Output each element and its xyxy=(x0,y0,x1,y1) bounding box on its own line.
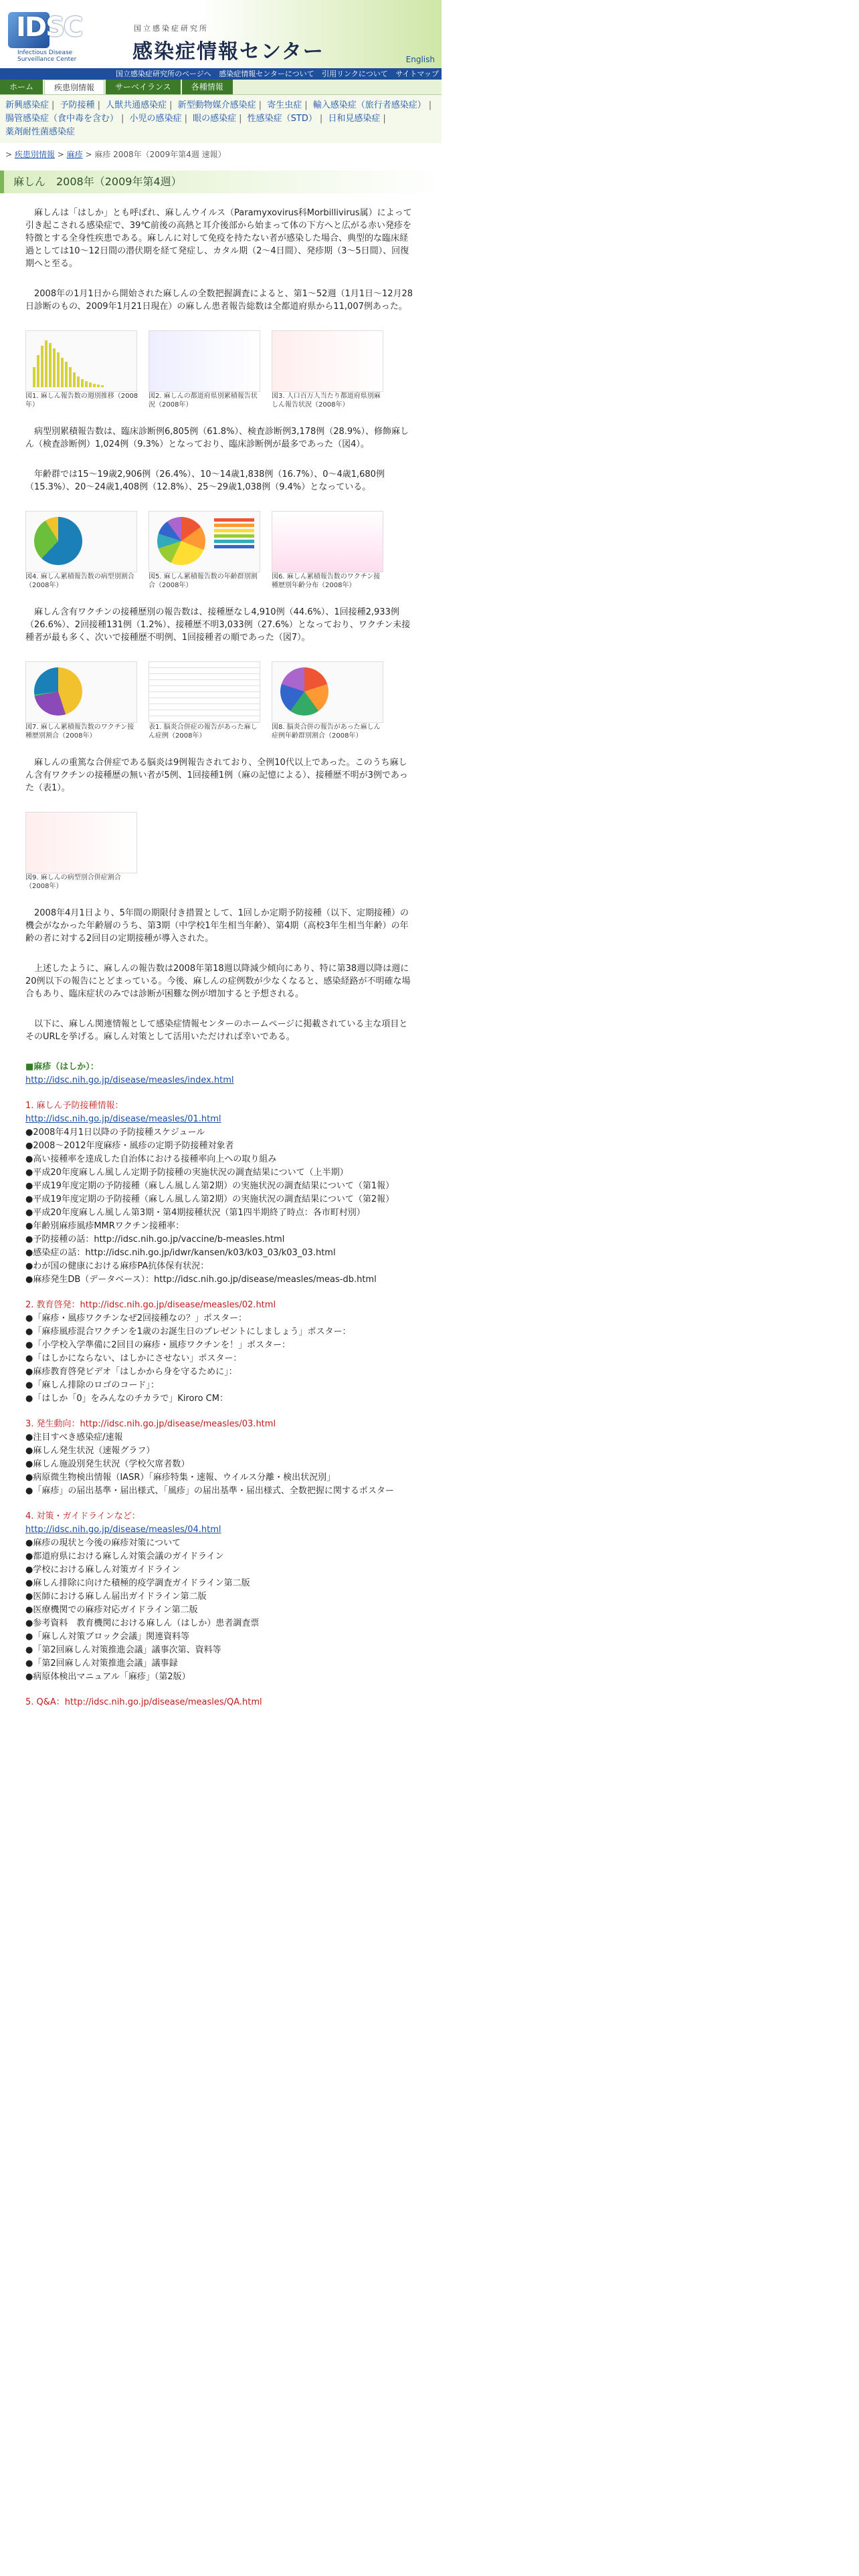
figure-caption: 図7. 麻しん累積報告数のワクチン接種歴別割合（2008年） xyxy=(25,724,134,740)
link-list-item[interactable]: ●「はしかにならない、はしかにさせない」ポスター： xyxy=(25,1354,242,1364)
figure[interactable] xyxy=(149,661,262,740)
topbar-link[interactable]: 感染症情報センターについて xyxy=(219,70,314,78)
link-list-item[interactable]: ●麻しん発生状況（速報グラフ） xyxy=(25,1446,155,1456)
link-list-item[interactable]: ●「はしか「0」をみんなのチカラで」Kiroro CM： xyxy=(25,1394,228,1404)
age-pie-thumbnail xyxy=(149,511,260,572)
paragraph: 麻しんは「はしか」とも呼ばれ、麻しんウイルス（Paramyxovirus科Morbillivirus属）によって引き起こされる感染症で、39℃前後の高熱と耳介後部から始まって体の下方へと広がる赤い発疹を特徴とする全身性疾患である。麻しんに対して免疫を持たない者が感染した場合、典型的な臨床経過としては10～12日間の潜伏期を経て発症し、カタル期（2～4日間）、発疹期（3～5日間）、回復期へと至る。 xyxy=(25,208,412,269)
weekly-bar-thumbnail xyxy=(25,330,137,392)
link-list-item[interactable]: ●都道府県における麻しん対策会議のガイドライン xyxy=(25,1551,224,1562)
breadcrumb-current: 麻疹 2008年（2009年第4週 速報） xyxy=(94,150,226,159)
link-list-item[interactable]: ●「麻疹風疹混合ワクチンを1歳のお誕生日のプレゼントにしましょう」ポスター： xyxy=(25,1327,351,1337)
figure-caption: 図3. 人口百万人当たり都道府県別麻しん報告状況（2008年） xyxy=(272,393,381,409)
breadcrumb-link[interactable]: 麻疹 xyxy=(66,150,83,159)
figure[interactable] xyxy=(25,330,139,409)
cat-link[interactable]: 新興感染症 xyxy=(5,100,50,110)
figure-caption: 図1. 麻しん報告数の週別推移（2008年） xyxy=(25,393,138,409)
figure-caption: 図2. 麻しんの都道府県別累積報告状況（2008年） xyxy=(149,393,258,409)
link-list-item[interactable]: ●麻疹教育啓発ビデオ「はしかから身を守るために」： xyxy=(25,1367,237,1377)
link-list-item[interactable]: ●平成20年度麻しん風しん第3期・第4期接種状況（第1四半期終了時点：各市町村別） xyxy=(25,1208,365,1218)
link-list-item[interactable]: ●参考資料 教育機関における麻しん（はしか）患者調査票 xyxy=(25,1618,260,1628)
link-list-item[interactable]: ●「麻しん対策ブロック会議」関連資料等 xyxy=(25,1632,190,1642)
section-heading: 4. 対策・ガイドラインなど： xyxy=(25,1511,140,1521)
figure-row xyxy=(25,330,413,409)
cat-link[interactable]: 輸入感染症（旅行者感染症） xyxy=(312,100,426,110)
cat-link[interactable]: 性感染症（STD） xyxy=(247,114,317,124)
page xyxy=(0,0,442,1709)
figure[interactable] xyxy=(272,511,385,590)
link-list-item[interactable]: ●医師における麻しん届出ガイドライン第二版 xyxy=(25,1592,207,1602)
figure[interactable] xyxy=(25,661,139,740)
figure[interactable] xyxy=(272,661,385,740)
breadcrumb: > 疾患別情報 > 麻疹 > 麻疹 2008年（2009年第4週 速報） xyxy=(5,150,226,159)
type-pie-thumbnail xyxy=(25,511,137,572)
link-list-item[interactable]: ●「第2回麻しん対策推進会議」議事録 xyxy=(25,1658,178,1669)
site-header xyxy=(0,0,442,68)
link-list-item[interactable]: ●「麻疹」の届出基準・届出様式、「風疹」の届出基準・届出様式、全数把握に関するポスター xyxy=(25,1486,394,1496)
section-heading: 1. 麻しん予防接種情報： xyxy=(25,1101,124,1111)
top-utility-bar xyxy=(0,68,442,80)
cat-link[interactable]: 小児の感染症 xyxy=(129,114,182,124)
link-list-item[interactable]: ●麻しん施設別発生状況（学校欠席者数） xyxy=(25,1459,190,1469)
cat-link[interactable]: 日和見感染症 xyxy=(328,114,381,124)
section-link[interactable]: http://idsc.nih.go.jp/disease/measles/01.html xyxy=(25,1114,221,1124)
link-list-item[interactable]: ●2008～2012年度麻疹・風疹の定期予防接種対象者 xyxy=(25,1141,234,1151)
paragraph: 麻しん含有ワクチンの接種歴別の報告数は、接種歴なし4,910例（44.6%）、1回接種2,933例（26.6%）、2回接種131例（1.2%）、接種歴不明3,033例（27.6%）となっており、ワクチン未接種者が最も多く、次いで接種歴不明例、1回接種者の順であった（図7）。 xyxy=(25,607,411,643)
tab-home[interactable]: ホーム xyxy=(0,80,43,94)
link-list-item[interactable]: ●2008年4月1日以降の予防接種スケジュール xyxy=(25,1128,205,1138)
figure-caption: 図5. 麻しん累積報告数の年齢群別割合（2008年） xyxy=(149,573,258,589)
figure-row xyxy=(25,812,413,891)
prefecture-bar-thumbnail xyxy=(149,330,260,392)
logo-subtitle: Infectious Disease Surveillance Center xyxy=(17,49,77,63)
encephalitis-pie-thumbnail xyxy=(272,661,383,723)
link-list-item[interactable]: ●病原微生物検出情報（IASR）「麻疹特集・速報、ウイルス分離・検出状況別」 xyxy=(25,1473,336,1483)
figure-caption: 図9. 麻しんの病型別合併症割合（2008年） xyxy=(25,874,121,890)
cat-link[interactable]: 新型動物媒介感染症 xyxy=(177,100,256,110)
category-nav: 新興感染症 | 予防接種 | 人獣共通感染症 | 新型動物媒介感染症 | 寄生虫症 | 輸入感染症（旅行者感染症） | 腸管感染症（食中毒を含む） | 小児の感染症 | 眼の感染症 | 性感染症（STD） | 日和見感染症 | 薬剤耐性菌感染症 xyxy=(0,95,442,143)
paragraph: 以下に、麻しん関連情報として感染症情報センターのホームページに掲載されている主な項目とそのURLを挙げる。麻しん対策として活用いただければ幸いである。 xyxy=(25,1019,408,1042)
link-list-item[interactable]: ●「第2回麻しん対策推進会議」議事次第、資料等 xyxy=(25,1645,221,1655)
link-list-item[interactable]: ●平成19年度定期の予防接種（麻しん風しん第2期）の実施状況の調査結果について（第2報） xyxy=(25,1194,395,1204)
figure-row xyxy=(25,661,413,740)
tab-surveillance[interactable]: サーベイランス xyxy=(106,80,181,94)
cat-link[interactable]: 人獣共通感染症 xyxy=(106,100,167,110)
figure-caption: 図8. 脳炎合併の報告があった麻しん症例年齢群別割合（2008年） xyxy=(272,724,381,740)
org-parent: 国立感染症研究所 xyxy=(134,24,209,33)
link-list-item[interactable]: ●高い接種率を達成した自治体における接種率向上への取り組み xyxy=(25,1154,277,1164)
figure[interactable] xyxy=(149,330,262,409)
complication-bar-thumbnail xyxy=(25,812,137,873)
cat-link[interactable]: 眼の感染症 xyxy=(193,114,237,124)
cat-link[interactable]: 予防接種 xyxy=(60,100,95,110)
figure-caption: 図4. 麻しん累積報告数の病型別割合（2008年） xyxy=(25,573,134,589)
per-million-bar-thumbnail xyxy=(272,330,383,392)
cat-link[interactable]: 寄生虫症 xyxy=(267,100,302,110)
paragraph: 上述したように、麻しんの報告数は2008年第18週以降減少傾向にあり、特に第38週以降は週に20例以下の報告にとどまっている。今後、麻しんの症例数が少なくなると、感染経路が不明確な場合もあり、臨床症状のみでは診断が困難な例が増加すると予想される。 xyxy=(25,964,411,999)
link-list-item[interactable]: ●感染症の話：http://idsc.nih.go.jp/idwr/kansen/k03/k03_03/k03_03.html xyxy=(25,1248,336,1258)
english-link[interactable]: English xyxy=(405,55,435,64)
link-list-item[interactable]: ●わが国の健康における麻疹PA抗体保有状況： xyxy=(25,1261,209,1271)
article-body xyxy=(0,193,434,1043)
link-list-item[interactable]: ●麻疹の現状と今後の麻疹対策について xyxy=(25,1538,181,1548)
tab-disease[interactable]: 疾患別情報 xyxy=(44,80,104,94)
cat-link[interactable]: 薬剤耐性菌感染症 xyxy=(5,127,76,137)
link-list-item[interactable]: ●学校における麻しん対策ガイドライン xyxy=(25,1565,181,1575)
figure-caption: 表1. 脳炎合併症の報告があった麻しん症例（2008年） xyxy=(149,724,258,740)
logo-text: IDSC xyxy=(16,12,82,43)
link-list-item[interactable]: ●「麻しん排除のロゴのコード」： xyxy=(25,1380,159,1390)
page-title: 麻しん 2008年（2009年第4週） xyxy=(0,171,442,193)
link-list-item[interactable]: ●麻疹発生DB（データベース）：http://idsc.nih.go.jp/disease/measles/meas-db.html xyxy=(25,1275,377,1285)
link-list-item[interactable]: ●年齢別麻疹風疹MMRワクチン接種率： xyxy=(25,1221,185,1231)
section-heading[interactable]: 5. Q&A：http://idsc.nih.go.jp/disease/measles/QA.html xyxy=(25,1697,262,1707)
section-link[interactable]: http://idsc.nih.go.jp/disease/measles/04.html xyxy=(25,1525,221,1535)
link-list-item[interactable]: ●医療機関での麻疹対応ガイドライン第二版 xyxy=(25,1605,198,1615)
vaccine-pie-thumbnail xyxy=(25,661,137,723)
link-list-item[interactable]: ●「麻疹・風疹ワクチンなぜ2回接種なの？」ポスター： xyxy=(25,1313,247,1323)
figure-caption: 図6. 麻しん累積報告数のワクチン接種歴別年齢分布（2008年） xyxy=(272,573,381,589)
link-list-item[interactable]: ●平成20年度麻しん風しん定期予防接種の実施状況の調査結果について（上半期） xyxy=(25,1168,349,1178)
cat-link[interactable]: 腸管感染症（食中毒を含む） xyxy=(5,114,119,124)
vaccine-age-thumbnail xyxy=(272,511,383,572)
idsc-logo[interactable] xyxy=(4,9,118,63)
link-list-item[interactable]: ●平成19年度定期の予防接種（麻しん風しん第2期）の実施状況の調査結果について（第1報） xyxy=(25,1181,395,1191)
figure-row xyxy=(25,511,413,590)
figure[interactable] xyxy=(272,330,385,409)
paragraph: 2008年4月1日より、5年間の期限付き措置として、1回しか定期予防接種（以下、定期接種）の機会がなかった年齢層のうち、第3期（中学校1年生相当年齢）、第4期（高校3年生相当年齢）の年齢の者に対する2回目の定期接種が導入された。 xyxy=(25,908,409,944)
paragraph: 麻しんの重篤な合併症である脳炎は9例報告されており、全例10代以上であった。このうち麻しん含有ワクチンの接種歴の無い者が5例、1回接種1例（麻の記憶による）、接種歴不明が3例であった（表1）。 xyxy=(25,758,408,793)
paragraph: 2008年の1月1日から開始された麻しんの全数把握調査によると、第1～52週（1月1日～12月28日診断のもの、2009年1月21日現在）の麻しん患者報告総数は全都道府県から11,007例あった。 xyxy=(25,289,413,312)
paragraph: 病型別累積報告数は、臨床診断例6,805例（61.8%）、検査診断例3,178例（28.9%）、修飾麻しん（検査診断例）1,024例（9.3%）となっており、臨床診断例が最多であった（図4）。 xyxy=(25,427,409,449)
measles-index-link[interactable]: http://idsc.nih.go.jp/disease/measles/index.html xyxy=(25,1075,234,1085)
paragraph: 年齢群では15～19歳2,906例（26.4%）、10～14歳1,838例（16.7%）、0～4歳1,680例（15.3%）、20～24歳1,408例（12.8%）、25～29歳1,038例（9.4%）となっている。 xyxy=(25,469,385,492)
tab-info[interactable]: 各種情報 xyxy=(182,80,233,94)
link-list-item[interactable]: ●病原体検出マニュアル「麻疹」（第2版） xyxy=(25,1672,191,1682)
main-tabs xyxy=(0,80,442,95)
section-heading[interactable]: 3. 発生動向：http://idsc.nih.go.jp/disease/measles/03.html xyxy=(25,1419,276,1429)
figure[interactable] xyxy=(25,511,139,590)
breadcrumb-link[interactable]: 疾患別情報 xyxy=(14,150,55,159)
links-heading: ■麻疹（はしか）： xyxy=(25,1062,99,1072)
figure[interactable] xyxy=(25,812,139,891)
section-heading[interactable]: 2. 教育啓発：http://idsc.nih.go.jp/disease/measles/02.html xyxy=(25,1300,276,1310)
topbar-link[interactable]: 引用リンクについて xyxy=(322,70,388,78)
encephalitis-table-thumbnail xyxy=(149,661,260,723)
link-list-item[interactable]: ●「小学校入学準備に2回目の麻疹・風疹ワクチンを！」ポスター： xyxy=(25,1340,290,1350)
link-list-item[interactable]: ●注目すべき感染症/速報 xyxy=(25,1432,123,1442)
topbar-link[interactable]: サイトマップ xyxy=(395,70,439,78)
link-list-item[interactable]: ●予防接種の話：http://idsc.nih.go.jp/vaccine/b-measles.html xyxy=(25,1235,285,1245)
topbar-link[interactable]: 国立感染症研究所のページへ xyxy=(116,70,211,78)
org-title: 感染症情報センター xyxy=(132,40,324,64)
figure[interactable] xyxy=(149,511,262,590)
link-list-item[interactable]: ●麻しん排除に向けた積極的疫学調査ガイドライン第二版 xyxy=(25,1578,250,1588)
related-links xyxy=(0,1061,434,1709)
